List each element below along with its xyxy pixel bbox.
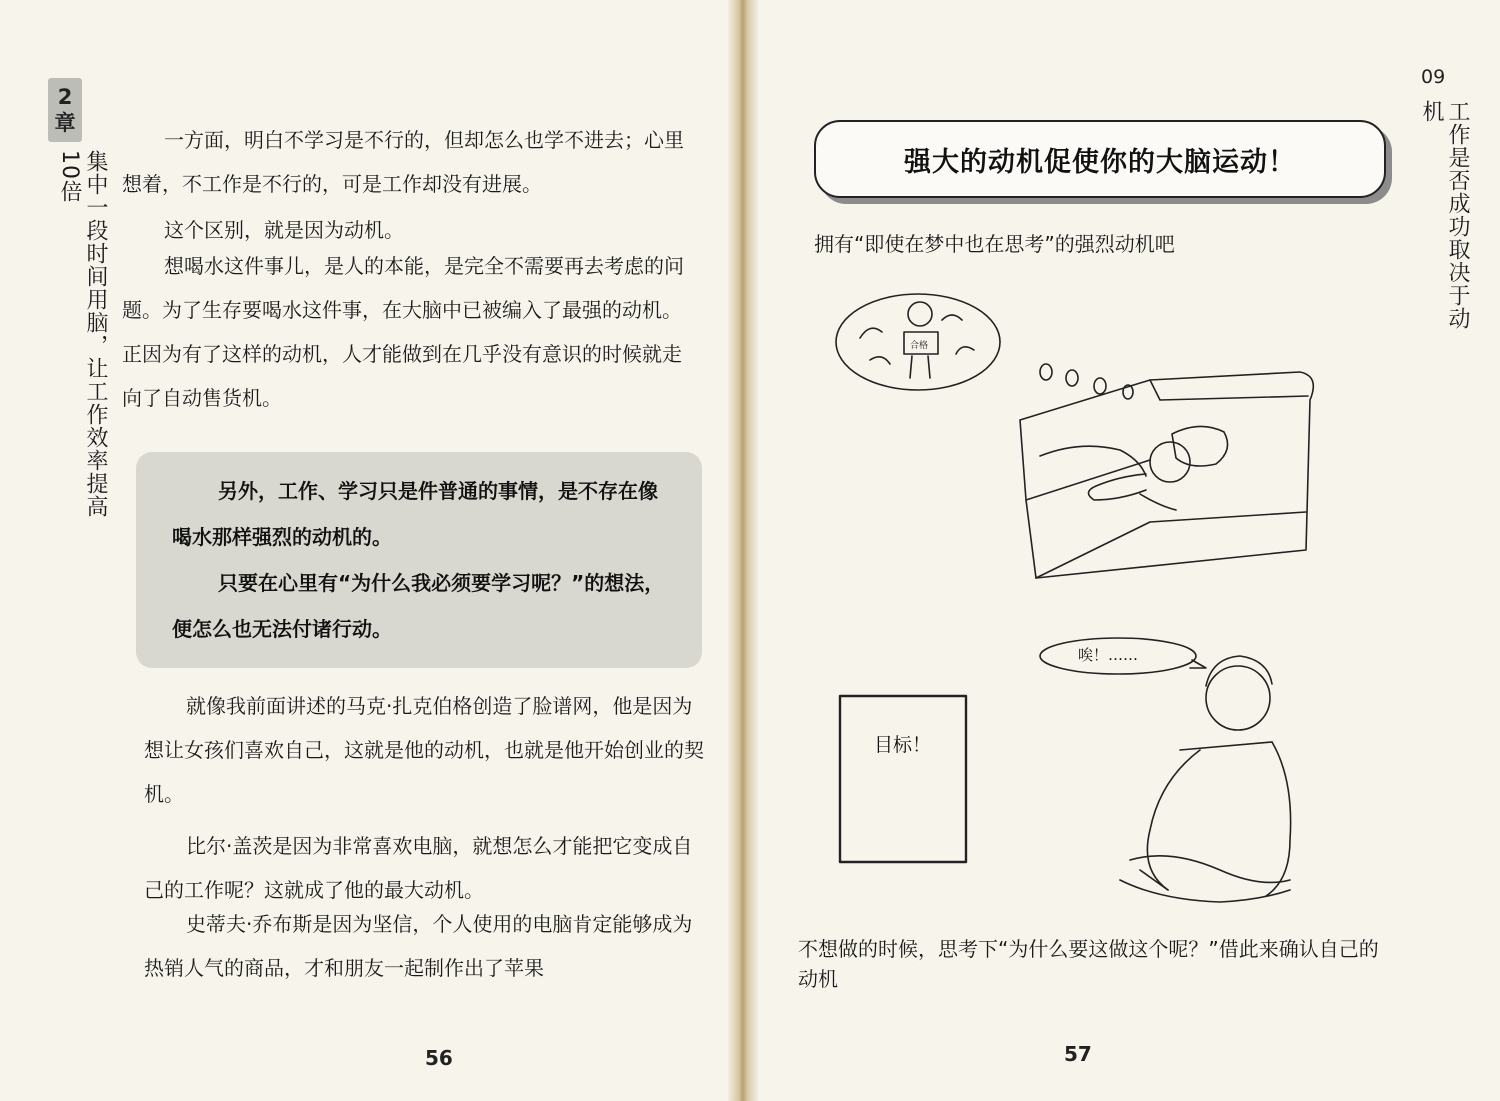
section-title: 强大的动机促使你的大脑运动！	[814, 120, 1386, 198]
highlight-paragraph: 只要在心里有“为什么我必须要学习呢？”的想法，便怎么也无法付诸行动。	[172, 571, 665, 641]
illustration-caption: 不想做的时候，思考下“为什么要这做这个呢？”借此来确认自己的动机	[798, 937, 1379, 991]
section-side-title: 工作是否成功取决于动机	[1419, 100, 1470, 330]
book-gutter	[728, 0, 758, 1101]
bed	[1020, 372, 1313, 578]
section-number: 09	[1421, 66, 1446, 88]
page-number-left: 56	[425, 1046, 453, 1070]
goal-text: 目标！	[874, 734, 932, 756]
section-subtitle: 拥有“即使在梦中也在思考”的强烈动机吧	[814, 232, 1175, 256]
chapter-number: 2	[57, 85, 73, 109]
goal-board	[840, 696, 966, 862]
pillow	[1172, 426, 1228, 466]
body-paragraph: 这个区别，就是因为动机。	[164, 218, 404, 242]
illustration	[820, 280, 1360, 920]
body-paragraph: 一方面，明白不学习是不行的，但却怎么也学不进去；心里想着，不工作是不行的，可是工作却没有进展。	[122, 128, 684, 196]
dream-figure-head	[908, 302, 932, 326]
body-paragraph: 想喝水这件事儿，是人的本能，是完全不需要再去考虑的问题。为了生存要喝水这件事，在大脑中已被编入了最强的动机。正因为有了这样的动机，人才能做到在几乎没有意识的时候就走向了自动售货机。	[122, 254, 684, 410]
body-paragraph: 史蒂夫·乔布斯是因为坚信，个人使用的电脑肯定能够成为热销人气的商品，才和朋友一起制作出了苹果	[144, 912, 693, 980]
body-paragraph: 比尔·盖茨是因为非常喜欢电脑，就想怎么才能把它变成自己的工作呢？这就成了他的最大动机。	[144, 834, 693, 902]
speech-text: 唉！……	[1078, 646, 1139, 664]
body-paragraph: 就像我前面讲述的马克·扎克伯格创造了脸谱网，他是因为想让女孩们喜欢自己，这就是他的动机，也就是他开始创业的契机。	[144, 694, 704, 806]
chapter-char: 章	[54, 111, 76, 135]
highlight-paragraph: 另外，工作、学习只是件普通的事情，是不存在像喝水那样强烈的动机的。	[172, 479, 658, 549]
chapter-side-title: 集中一段时间用脑，让工作效率提高10倍	[57, 150, 108, 518]
sleeping-person-head	[1150, 442, 1190, 482]
page-number-right: 57	[1064, 1042, 1092, 1066]
dream-sign-text: 合格	[910, 341, 929, 351]
sitting-person-head	[1206, 666, 1270, 730]
chapter-badge	[48, 78, 82, 142]
